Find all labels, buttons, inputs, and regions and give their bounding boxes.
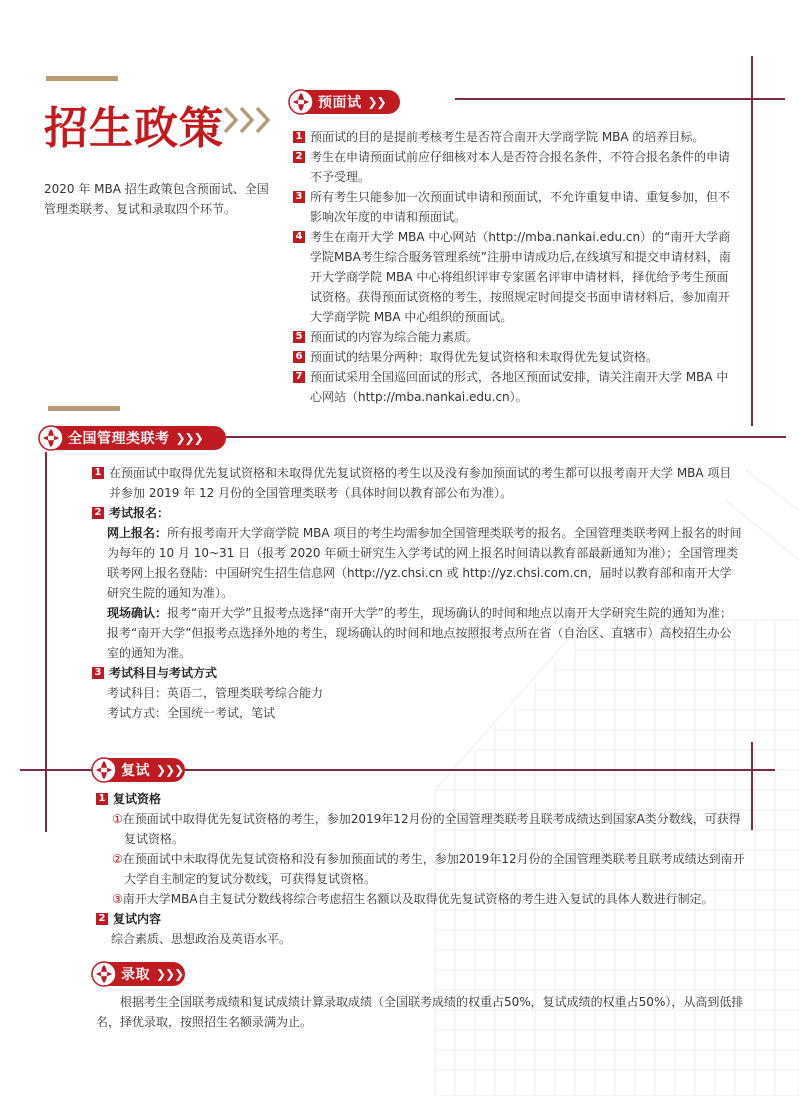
national-exam-content — [92, 463, 742, 723]
list-item: 6 预面试的结果分两种：取得优先复试资格和未取得优先复试资格。 — [293, 347, 733, 367]
national-exam-header — [40, 426, 226, 450]
title-accent-bar — [46, 76, 118, 81]
list-item: 1 复试资格 — [96, 789, 746, 809]
pre-interview-rule — [455, 98, 785, 100]
exam-method: 考试方式：全国统一考试，笔试 — [107, 706, 276, 720]
emblem-icon — [38, 425, 64, 451]
left-vertical-line — [45, 452, 47, 832]
admission-label: 录取 — [121, 967, 150, 983]
retest-qualification-2: ②在预面试中未取得优先复试资格和没有参加预面试的考生，参加2019年12月份的全国管理类联考且联考成绩达到南开大学自主制定的复试分数线，可获得复试资格。 — [112, 852, 745, 886]
emblem-icon — [91, 961, 117, 987]
pre-interview-label: 预面试 — [318, 95, 362, 111]
retest-qualification-3: ③南开大学MBA自主复试分数线将综合考虑招生名额以及取得优先复试资格的考生进入复试的具体人数进行制定。 — [112, 892, 714, 906]
exam-rule — [226, 436, 786, 438]
chevron-icon: ❯❯❯ — [156, 967, 184, 981]
triple-chevron-icon — [222, 103, 274, 137]
chevron-icon: ❯❯ — [367, 95, 386, 109]
pre-interview-header — [290, 90, 400, 114]
right-vertical-line-top — [751, 56, 753, 426]
list-item: 2 考试报名： — [92, 503, 742, 523]
chevron-icon: ❯❯❯ — [156, 763, 184, 777]
exam-accent-bar — [48, 406, 120, 411]
admission-header — [93, 962, 185, 986]
national-exam-label: 全国管理类联考 — [68, 431, 170, 447]
list-item: 2 考生在申请预面试前应仔细核对本人是否符合报名条件，不符合报名条件的申请不予受理。 — [293, 147, 733, 187]
onsite-confirmation: 现场确认：报考“南开大学”且报考点选择“南开大学”的考生，现场确认的时间和地点以南开大学研究生院的通知为准；报考“南开大学”但报考点选择外地的考生，现场确认的时间和地点按照报考点所在省（自治区、直辖市）高校招生办公室的通知为准。 — [107, 606, 732, 660]
retest-header — [93, 758, 185, 782]
list-item: 5 预面试的内容为综合能力素质。 — [293, 327, 733, 347]
retest-label: 复试 — [121, 763, 150, 779]
list-item: 7 预面试采用全国巡回面试的形式，各地区预面试安排，请关注南开大学 MBA 中心网站（http://mba.nankai.edu.cn）。 — [293, 367, 733, 407]
admission-content — [96, 992, 744, 1032]
retest-content — [96, 789, 746, 949]
list-item: 1 预面试的目的是提前考核考生是否符合南开大学商学院 MBA 的培养目标。 — [293, 127, 733, 147]
exam-subjects: 考试科目：英语二，管理类联考综合能力 — [107, 686, 324, 700]
intro-text: 2020 年 MBA 招生政策包含预面试、全国管理类联考、复试和录取四个环节。 — [44, 182, 269, 216]
emblem-icon — [91, 757, 117, 783]
list-item: 4 考生在南开大学 MBA 中心网站（http://mba.nankai.edu.cn）的“南开大学商学院MBA考生综合服务管理系统”注册申请成功后,在线填写和提交申请材料，南开大学商学院 MBA 中心将组织评审专家匿名评审申请材料，择优给予考生预面试资格。获得预面试资格的考生，按照规定时间提交书面申请材料后，参加南开大学商学院 MBA 中心组织的预面试。 — [293, 227, 733, 327]
list-item: 3 所有考生只能参加一次预面试申请和预面试，不允许重复申请、重复参加，但不影响次年度的申请和预面试。 — [293, 187, 733, 227]
emblem-icon — [288, 89, 314, 115]
list-item: 2 复试内容 — [96, 909, 746, 929]
list-item: 3 考试科目与考试方式 — [92, 663, 742, 683]
right-vertical-line-bottom — [751, 742, 753, 830]
list-item: 1 在预面试中取得优先复试资格和未取得优先复试资格的考生以及没有参加预面试的考生都可以报考南开大学 MBA 项目并参加 2019 年 12 月份的全国管理类联考（具体时间以教育部公布为准）。 — [92, 463, 742, 503]
retest-content-text: 综合素质、思想政治及英语水平。 — [111, 932, 292, 946]
retest-qualification-1: ①在预面试中取得优先复试资格的考生，参加2019年12月份的全国管理类联考且联考成绩达到国家A类分数线，可获得复试资格。 — [112, 812, 741, 846]
admission-text: 根据考生全国联考成绩和复试成绩计算录取成绩（全国联考成绩的权重占50%，复试成绩的权重占50%），从高到低排名，择优录取，按照招生名额录满为止。 — [96, 995, 744, 1029]
pre-interview-list — [293, 127, 733, 407]
chevron-icon: ❯❯❯ — [175, 431, 203, 445]
online-registration: 网上报名：所有报考南开大学商学院 MBA 项目的考生均需参加全国管理类联考的报名。全国管理类联考网上报名的时间为每年的 10 月 10~31 日（报考 2020 年硕士研究生入学考试的网上报名时间请以教育部最新通知为准）；全国管理类联考网上报名登陆：中国研究生招生信息网（http://yz.chsi.cn 或 http://yz.chsi.com.cn，届时以教育部和南开大学研究生院的通知为准）。 — [107, 526, 742, 600]
page-title: 招生政策 — [44, 103, 224, 154]
